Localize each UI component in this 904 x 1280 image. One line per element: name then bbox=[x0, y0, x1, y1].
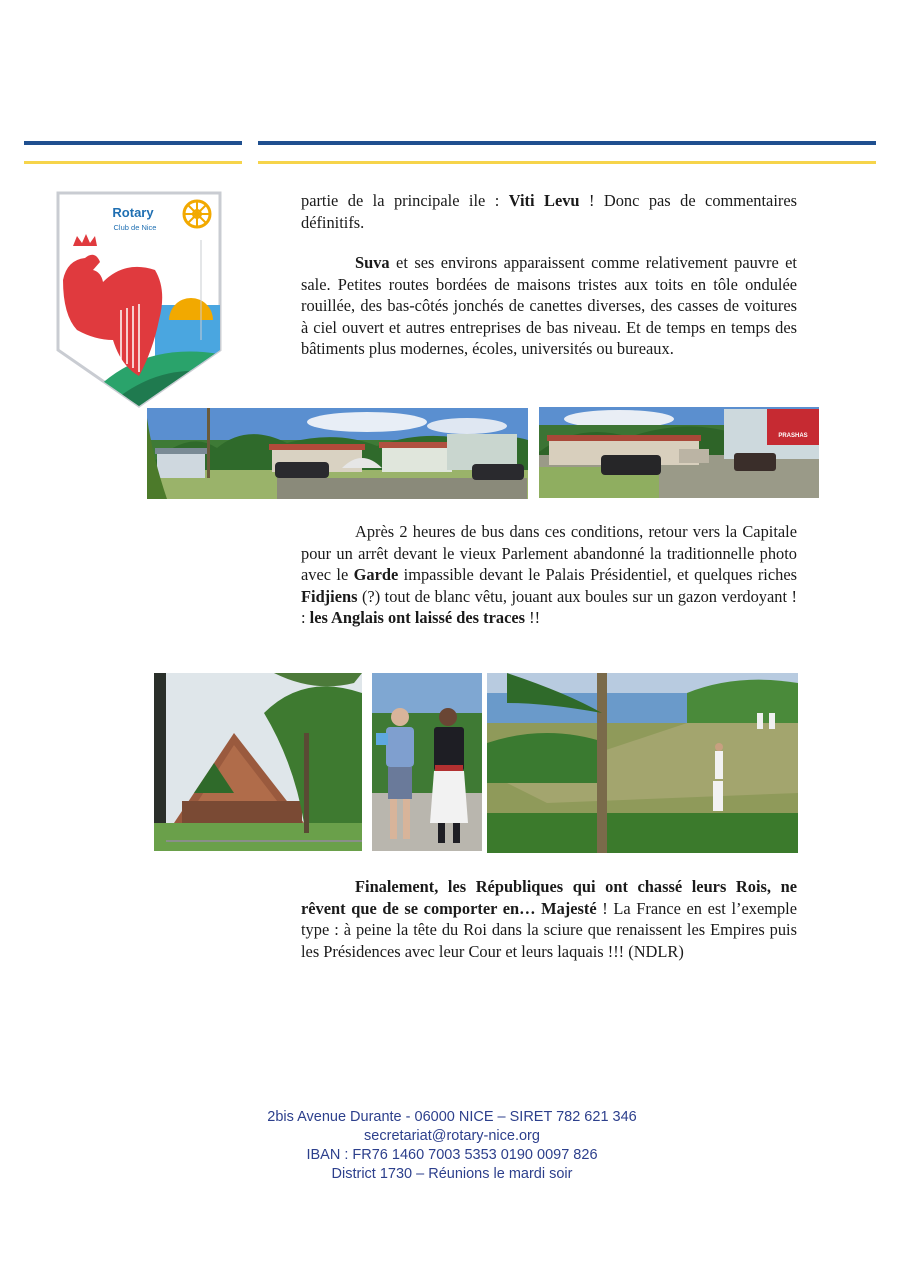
p1-bold-viti-levu: Viti Levu bbox=[508, 191, 580, 210]
p3-bold-anglais: les Anglais ont laissé des traces bbox=[309, 608, 526, 627]
logo-brand: Rotary bbox=[112, 205, 154, 220]
p3-text-2: impassible devant le Palais Présidentiel, et quelques riches bbox=[398, 565, 797, 584]
header-rule-yellow-left bbox=[24, 161, 242, 164]
logo-club: Club de Nice bbox=[113, 223, 157, 232]
shop-sign-text: PRASHAS bbox=[778, 433, 808, 439]
p2-bold-suva: Suva bbox=[355, 253, 390, 272]
p1-text-2: ! Donc pas de commentaires définitifs. bbox=[301, 191, 797, 232]
p3-bold-fidjiens: Fidjiens bbox=[301, 586, 358, 606]
header-rule-blue-right bbox=[258, 141, 876, 145]
photo-suva-street bbox=[147, 408, 528, 499]
photo-suva-shops bbox=[539, 407, 819, 498]
rotary-wheel-icon bbox=[184, 201, 210, 227]
p2-text-1: et ses environs apparaissent comme relativement pauvre et sale. Petites routes bordées de maisons tristes aux toits en tôle ondulée rouillée, des bas-côtés jonchés de canettes diverses, des casses de voitures à ciel ouvert et autres entreprises de bas niveau. Et de temps en temps des bâtiments plus modernes, écoles, universités ou bureaux. bbox=[301, 253, 797, 358]
photo-boulistes bbox=[487, 673, 798, 853]
paragraph-suva bbox=[301, 252, 797, 360]
paragraph-republiques bbox=[301, 876, 797, 962]
p4-bold-republiques: Finalement, les Républiques qui ont chassé leurs Rois, ne rêvent que de se comporter en… Majesté bbox=[301, 877, 797, 918]
footer-iban: IBAN : FR76 1460 7003 5353 0190 0097 826 bbox=[306, 1147, 598, 1163]
rotary-club-logo bbox=[55, 190, 223, 410]
p1-text-1: partie de la principale ile : bbox=[301, 191, 509, 210]
footer-contact bbox=[0, 1108, 904, 1184]
header-rule-blue-left bbox=[24, 141, 242, 145]
photo-garde bbox=[372, 673, 482, 851]
footer-address: 2bis Avenue Durante - 06000 NICE – SIRET 782 621 346 bbox=[267, 1109, 637, 1125]
footer-district: District 1730 – Réunions le mardi soir bbox=[331, 1166, 573, 1182]
p3-text-3: (?) tout de blanc vêtu, jouant aux boules sur un gazon verdoyant ! : bbox=[301, 586, 797, 627]
rotary-shield-icon bbox=[55, 190, 223, 410]
header-rule-yellow-right bbox=[258, 161, 876, 164]
paragraph-parlement bbox=[301, 521, 797, 629]
paragraph-viti-levu bbox=[301, 190, 797, 233]
p4-text-1: ! La France en est l’exemple type : à peine la tête du Roi dans la sciure que renaissent les Empires puis les Présidences avec leur Cour et leurs laquais !!! (NDLR) bbox=[301, 898, 797, 961]
p3-bold-garde: Garde bbox=[353, 565, 399, 584]
p3-text-1: Après 2 heures de bus dans ces conditions, retour vers la Capitale pour un arrêt devant le vieux Parlement abandonné la traditionnelle photo avec le bbox=[301, 522, 797, 584]
photo-parlement bbox=[154, 673, 362, 851]
footer-email: secretariat@rotary-nice.org bbox=[364, 1128, 540, 1144]
p3-text-4: !! bbox=[525, 608, 541, 627]
